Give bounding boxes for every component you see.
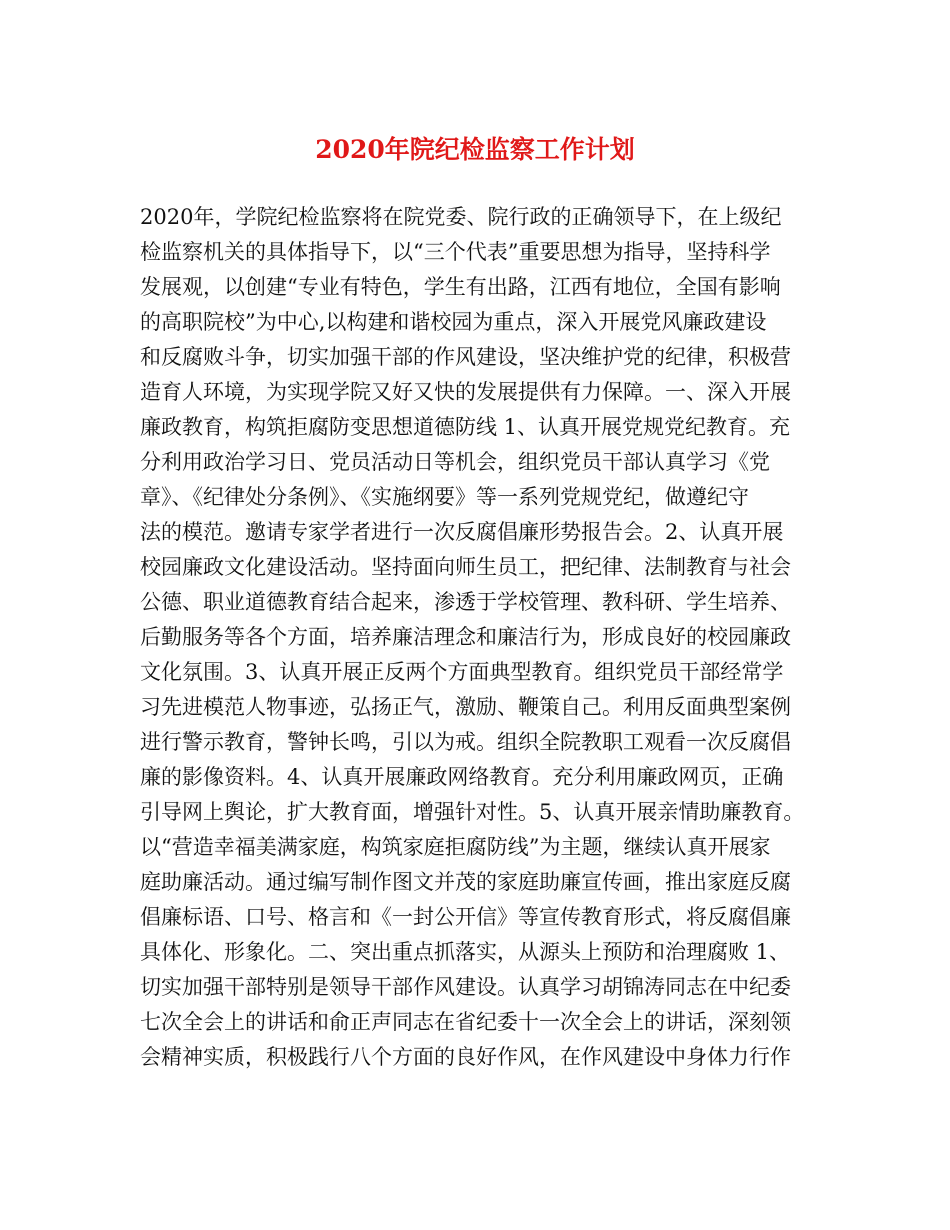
body-line: 和反腐败斗争，切实加强干部的作风建设，坚决维护党的纪律，积极营 [140,345,791,369]
body-line: 校园廉政文化建设活动。坚持面向师生员工，把纪律、法制教育与社会 [140,555,791,579]
body-line: 发展观，以创建“专业有特色，学生有出路，江西有地位，全国有影响 [140,275,781,299]
body-line: 习先进模范人物事迹，弘扬正气，激励、鞭策自己。利用反面典型案例 [140,695,791,719]
body-line: 具体化、形象化。二、突出重点抓落实，从源头上预防和治理腐败 1、 [140,940,791,964]
body-line: 廉政教育，构筑拒腐防变思想道德防线 1、认真开展党规党纪教育。充 [140,415,791,439]
body-line: 廉的影像资料。4、认真开展廉政网络教育。充分利用廉政网页，正确 [140,765,784,789]
document-title: 2020年院纪检监察工作计划 [315,135,635,164]
body-line: 章》、《纪律处分条例》、《实施纲要》等一系列党规党纪，做遵纪守 [140,485,749,509]
body-line: 的高职院校”为中心,以构建和谐校园为重点，深入开展党风廉政建设 [140,310,767,334]
body-line: 会精神实质，积极践行八个方面的良好作风，在作风建设中身体力行作 [140,1045,791,1069]
document-body [140,200,830,1075]
body-line: 后勤服务等各个方面，培养廉洁理念和廉洁行为，形成良好的校园廉政 [140,625,791,649]
body-line: 法的模范。邀请专家学者进行一次反腐倡廉形势报告会。2、认真开展 [140,520,784,544]
body-line: 倡廉标语、口号、格言和《一封公开信》等宣传教育形式，将反腐倡廉 [140,905,791,929]
body-line: 造育人环境，为实现学院又好又快的发展提供有力保障。一、深入开展 [140,380,791,404]
body-line: 庭助廉活动。通过编写制作图文并茂的家庭助廉宣传画，推出家庭反腐 [140,870,791,894]
body-line: 文化氛围。3、认真开展正反两个方面典型教育。组织党员干部经常学 [140,660,784,684]
body-line: 公德、职业道德教育结合起来，渗透于学校管理、教科研、学生培养、 [140,590,791,614]
body-line: 2020年，学院纪检监察将在院党委、院行政的正确领导下，在上级纪 [140,205,782,229]
body-line: 引导网上舆论，扩大教育面，增强针对性。5、认真开展亲情助廉教育。 [140,800,805,824]
body-line: 切实加强干部特别是领导干部作风建设。认真学习胡锦涛同志在中纪委 [140,975,791,999]
body-line: 进行警示教育，警钟长鸣，引以为戒。组织全院教职工观看一次反腐倡 [140,730,791,754]
body-line: 检监察机关的具体指导下，以“三个代表”重要思想为指导，坚持科学 [140,240,771,264]
body-line: 分利用政治学习日、党员活动日等机会，组织党员干部认真学习《党 [140,450,770,474]
body-line: 七次全会上的讲话和俞正声同志在省纪委十一次全会上的讲话，深刻领 [140,1010,791,1034]
body-line: 以“营造幸福美满家庭，构筑家庭拒腐防线”为主题，继续认真开展家 [140,835,771,859]
